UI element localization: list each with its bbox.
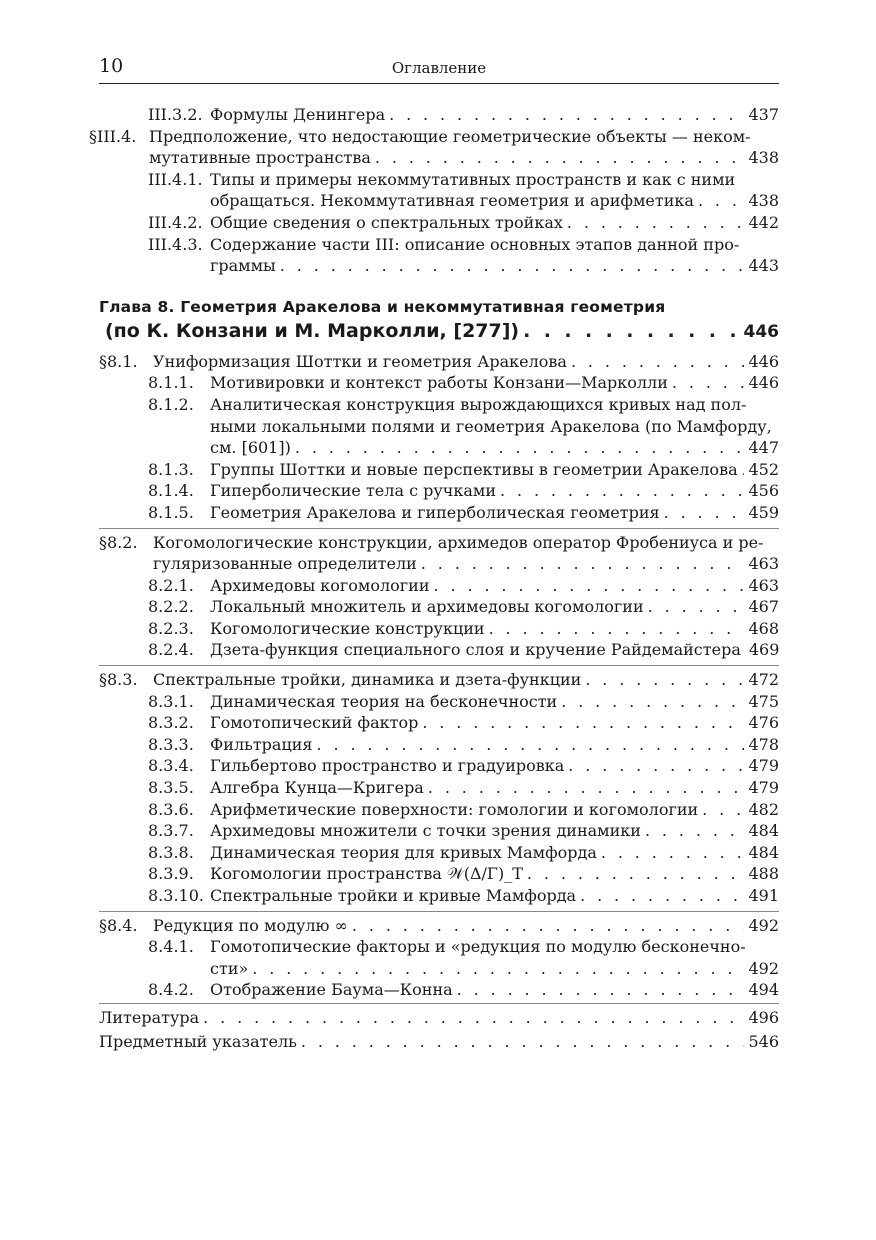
toc-entry-body — [153, 669, 779, 691]
toc-entry-last-line — [210, 691, 779, 713]
dot-leader — [500, 480, 744, 502]
dot-leader — [567, 212, 745, 234]
toc-page-number: 476 — [748, 713, 779, 733]
dot-leader — [280, 255, 745, 277]
toc-entry-number: III.3.2. — [148, 105, 203, 124]
toc-entry-body — [210, 799, 779, 821]
toc-page-number: 447 — [748, 438, 779, 458]
toc-entry-last-line — [210, 575, 779, 597]
toc-entry-title-line: ными локальными полями и геометрия Аракелова (по Мамфорду, — [210, 416, 772, 436]
toc-entry-body — [210, 372, 779, 394]
toc-subsection-entry[interactable] — [99, 712, 779, 734]
toc-subsection-entry[interactable] — [99, 234, 779, 277]
toc-page-number: 437 — [748, 105, 779, 124]
toc-entry-number: 8.3.8. — [148, 842, 194, 862]
dot-leader — [571, 351, 745, 373]
toc-entry-title-line: Типы и примеры некоммутативных пространств и как с ними — [210, 169, 736, 189]
toc-entry-title: обращаться. Некоммутативная геометрия и арифметика — [210, 191, 694, 211]
toc-subsection-entry[interactable] — [99, 575, 779, 597]
toc-entry-last-line — [210, 459, 779, 481]
toc-entry-number: 8.1.4. — [148, 481, 194, 501]
dot-leader — [421, 553, 745, 575]
toc-entry-number: 8.3.2. — [148, 713, 194, 733]
toc-entry-last-line — [210, 820, 779, 842]
toc-entry-last-line — [210, 212, 779, 234]
toc-entry-last-line — [105, 318, 779, 345]
toc-subsection-entry[interactable] — [99, 799, 779, 821]
toc-subsection-entry[interactable] — [99, 372, 779, 394]
toc-page-number: 472 — [748, 670, 779, 690]
toc-entry-number: §III.4. — [89, 126, 137, 146]
toc-entry-title: Спектральные тройки, динамика и дзета-функции — [153, 670, 582, 690]
toc-subsection-entry[interactable] — [99, 618, 779, 640]
toc-subsection-entry[interactable] — [99, 394, 779, 459]
toc-page-number: 491 — [748, 886, 779, 905]
toc-entry-body — [210, 691, 779, 713]
toc-entry-last-line — [210, 437, 779, 459]
dot-leader — [457, 979, 745, 1001]
dot-leader — [648, 596, 745, 618]
toc-page-number: 484 — [748, 842, 779, 862]
toc-section-entry[interactable] — [89, 126, 779, 169]
dot-leader — [434, 575, 745, 597]
toc-entry-number: §8.2. — [99, 532, 138, 552]
toc-entry-title: Литература — [99, 1007, 200, 1027]
toc-entry-last-line — [210, 596, 779, 618]
toc-entry-body — [210, 459, 779, 481]
toc-entry-body — [210, 936, 779, 979]
toc-entry-last-line — [210, 979, 779, 1001]
toc-page-number: 446 — [748, 373, 779, 393]
toc-page-number: 475 — [748, 691, 779, 711]
toc-page-number: 484 — [748, 821, 779, 841]
toc-entry-title: Архимедовы множители с точки зрения динамики — [210, 821, 641, 841]
toc-entry-title: Архимедовы когомологии — [210, 575, 430, 595]
toc-entry-last-line — [210, 480, 779, 502]
toc-entry-title: Униформизация Шоттки и геометрия Аракелова — [153, 351, 567, 371]
toc-subsection-entry[interactable] — [99, 691, 779, 713]
toc-entry-body — [149, 126, 779, 169]
toc-entry-number: 8.3.10. — [148, 886, 204, 905]
toc-subsection-entry[interactable] — [99, 502, 779, 524]
toc-page-number: 442 — [748, 212, 779, 232]
chapter-title-line: Глава 8. Геометрия Аракелова и некоммутативная геометрия — [99, 297, 666, 316]
toc-entry-last-line — [210, 799, 779, 821]
toc-section-entry[interactable] — [99, 665, 779, 691]
toc-entry-number: 8.1.5. — [148, 502, 194, 522]
toc-entry-body — [99, 1031, 779, 1053]
toc-entry-number: §8.3. — [99, 670, 138, 690]
dot-leader — [295, 437, 745, 459]
toc-section-entry[interactable] — [99, 351, 779, 373]
toc-page-number: 456 — [748, 481, 779, 501]
dot-leader — [645, 820, 745, 842]
toc-entry-title: Гиперболические тела с ручками — [210, 481, 496, 501]
dot-leader — [580, 885, 744, 907]
toc-page-number: 478 — [748, 734, 779, 754]
toc-entry-title: Отображение Баума—Конна — [210, 980, 453, 1000]
dot-leader — [742, 459, 745, 481]
dot-leader — [601, 842, 745, 864]
toc-subsection-entry[interactable] — [99, 212, 779, 234]
toc-entry-title: см. [601]) — [210, 438, 291, 458]
toc-entry-title: Когомологические конструкции — [210, 618, 485, 638]
toc-page-number: 463 — [748, 554, 779, 574]
chapter-page-number: 446 — [743, 321, 779, 342]
toc-entry-title: Гильбертово пространство и градуировка — [210, 756, 565, 776]
toc-entry-last-line — [210, 777, 779, 799]
toc-subsection-entry[interactable] — [99, 842, 779, 864]
toc-entry-last-line — [210, 372, 779, 394]
toc-subsection-entry[interactable] — [99, 639, 779, 661]
toc-entry-number: 8.3.5. — [148, 778, 194, 798]
toc-entry-number: 8.1.2. — [148, 394, 194, 414]
toc-entry-last-line — [210, 255, 779, 277]
toc-page-number: 479 — [748, 778, 779, 798]
toc-entry-body — [210, 755, 779, 777]
toc-entry-number: §8.4. — [99, 915, 138, 935]
toc-entry-title: Алгебра Кунца—Кригера — [210, 778, 424, 798]
toc-entry-number: 8.2.1. — [148, 575, 194, 595]
toc-page-number: 446 — [748, 351, 779, 371]
toc-entry-title: Мотивировки и контекст работы Конзани—Марколли — [210, 373, 668, 393]
dot-leader — [252, 958, 744, 980]
toc-entry-title-line: Когомологические конструкции, архимедов оператор Фробениуса и ре- — [153, 532, 764, 552]
dot-leader — [702, 799, 744, 821]
toc-page-number: 488 — [748, 864, 779, 884]
toc-entry-title: Группы Шоттки и новые перспективы в геометрии Аракелова — [210, 459, 738, 479]
toc-entry-last-line — [210, 885, 779, 907]
toc-subsection-entry[interactable] — [99, 936, 779, 979]
toc-entry-body — [210, 820, 779, 842]
toc-entry-title: (по К. Конзани и М. Марколли, [277]) — [105, 319, 520, 342]
toc-section-entry[interactable] — [99, 911, 779, 937]
toc-entry-title: Динамическая теория для кривых Мамфорда — [210, 842, 597, 862]
toc-entry-last-line — [210, 755, 779, 777]
toc-entry-body — [210, 979, 779, 1001]
toc-entry-last-line — [153, 669, 779, 691]
toc-entry-title: Дзета-функция специального слоя и кручение Райдемайстера — [210, 640, 741, 660]
toc-entry-title: Предметный указатель — [99, 1031, 297, 1051]
toc-entry-body — [153, 915, 779, 937]
dot-leader — [585, 669, 744, 691]
toc-entry-last-line — [153, 553, 779, 575]
toc-entry-last-line — [153, 915, 779, 937]
toc-page-number: 443 — [748, 256, 779, 276]
toc-entry-body — [210, 639, 779, 661]
toc-page-number: 482 — [748, 799, 779, 819]
dot-leader — [317, 734, 745, 756]
dot-leader — [375, 147, 745, 169]
toc-entry-last-line — [149, 147, 779, 169]
toc-section-entry[interactable] — [99, 528, 779, 575]
toc-entry-number: 8.4.2. — [148, 980, 194, 1000]
dot-leader — [422, 712, 744, 734]
toc-back-matter-entry[interactable] — [99, 1003, 779, 1029]
toc-entry-number: §8.1. — [99, 351, 138, 371]
toc-subsection-entry[interactable] — [99, 755, 779, 777]
toc-page-number: 492 — [748, 958, 779, 978]
dot-leader — [301, 1031, 745, 1053]
toc-page-number: 438 — [748, 148, 779, 168]
toc-page-number: 494 — [748, 980, 779, 1000]
toc-entry-number: 8.3.6. — [148, 799, 194, 819]
chapter-heading[interactable] — [99, 296, 779, 345]
dot-leader — [352, 915, 745, 937]
toc-page-number: 468 — [748, 618, 779, 638]
toc-entry-last-line — [153, 351, 779, 373]
toc-subsection-entry[interactable] — [99, 459, 779, 481]
toc-entry-body — [210, 885, 779, 907]
toc-entry-title: Редукция по модулю ∞ — [153, 915, 348, 935]
toc-entry-last-line — [210, 842, 779, 864]
toc-back-matter-entry[interactable] — [99, 1031, 779, 1053]
toc-entry-number: 8.2.2. — [148, 597, 194, 617]
toc-subsection-entry[interactable] — [99, 734, 779, 756]
toc-page-number: 459 — [748, 502, 779, 522]
dot-leader — [561, 691, 744, 713]
toc-entry-number: 8.3.1. — [148, 691, 194, 711]
toc-entry-body — [210, 863, 779, 885]
toc-entry-number: III.4.3. — [148, 234, 203, 254]
toc-entry-last-line — [210, 712, 779, 734]
toc-page-number: 496 — [748, 1007, 779, 1027]
toc-entry-number: 8.1.1. — [148, 373, 194, 393]
toc-entry-body — [99, 1007, 779, 1029]
toc-entry-body — [210, 777, 779, 799]
toc-entry-body — [210, 480, 779, 502]
toc-entry-body — [210, 734, 779, 756]
toc-entry-title: Фильтрация — [210, 734, 313, 754]
dot-leader — [568, 755, 744, 777]
toc-entry-title-line: Аналитическая конструкция вырождающихся кривых над пол- — [210, 394, 747, 414]
toc-entry-title: мутативные пространства — [149, 148, 371, 168]
toc-entry-title: Геометрия Аракелова и гиперболическая геометрия — [210, 502, 660, 522]
toc-entry-body — [210, 104, 779, 126]
toc-entry-title: Формулы Денингера — [210, 105, 386, 124]
toc-entry-number: 8.1.3. — [148, 459, 194, 479]
page-header — [99, 52, 779, 84]
toc-page-number: 452 — [748, 459, 779, 479]
dot-leader — [664, 502, 745, 524]
toc-entry-title: граммы — [210, 256, 276, 276]
toc-entry-title: Гомотопический фактор — [210, 713, 419, 733]
toc-subsection-entry[interactable] — [99, 863, 779, 885]
toc-entry-body — [210, 712, 779, 734]
toc-entry-last-line — [210, 190, 779, 212]
toc-page-number: 492 — [748, 915, 779, 935]
toc-entry-body — [153, 351, 779, 373]
toc-entry-last-line — [210, 958, 779, 980]
toc-entry-number: 8.3.7. — [148, 821, 194, 841]
toc-entry-body — [210, 618, 779, 640]
toc-page-number: 438 — [748, 191, 779, 211]
toc-subsection-entry[interactable] — [99, 777, 779, 799]
toc-subsection-entry[interactable] — [99, 169, 779, 212]
toc-subsection-entry[interactable] — [99, 979, 779, 1001]
toc-entry-body — [153, 532, 779, 575]
toc-page-number: 469 — [748, 640, 780, 660]
dot-leader — [527, 863, 745, 885]
toc-subsection-entry[interactable] — [99, 480, 779, 502]
toc-entry-title: Когомологии пространства 𝒲(Δ/Γ)_T — [210, 864, 523, 884]
toc-entry-title-line: Содержание части III: описание основных этапов данной про- — [210, 234, 740, 254]
toc-entry-number: 8.2.3. — [148, 618, 194, 638]
toc-entry-number: III.4.2. — [148, 212, 203, 232]
toc-entry-body — [210, 212, 779, 234]
toc-entry-title: гуляризованные определители — [153, 554, 417, 574]
dot-leader — [672, 372, 745, 394]
toc-page-number: 546 — [748, 1031, 779, 1051]
toc-subsection-entry[interactable] — [99, 820, 779, 842]
toc-entry-last-line — [210, 104, 779, 126]
toc-entry-last-line — [210, 863, 779, 885]
toc-subsection-entry[interactable] — [99, 885, 779, 907]
toc-entry-title: Локальный множитель и архимедовы когомологии — [210, 597, 644, 617]
toc-entry-number: 8.3.4. — [148, 756, 194, 776]
toc-entry-title-line: Гомотопические факторы и «редукция по модулю бесконечно- — [210, 937, 746, 957]
toc-entry-title: сти» — [210, 958, 249, 978]
table-of-contents — [89, 104, 780, 1052]
toc-entry-number: 8.3.9. — [148, 864, 194, 884]
toc-page-number: 467 — [748, 597, 779, 617]
dot-leader — [698, 190, 745, 212]
toc-entry-title-line: Предположение, что недостающие геометрические объекты — неком- — [149, 126, 751, 146]
toc-entry-last-line — [210, 639, 779, 661]
toc-entry-body — [210, 842, 779, 864]
toc-entry-title: Динамическая теория на бесконечности — [210, 691, 558, 711]
toc-entry-number: 8.4.1. — [148, 937, 194, 957]
toc-entry-last-line — [99, 1031, 779, 1053]
toc-entry-body — [210, 394, 779, 459]
dot-leader — [203, 1007, 744, 1029]
dot-leader — [489, 618, 745, 640]
toc-entry-title: Спектральные тройки и кривые Мамфорда — [210, 886, 577, 905]
toc-entry-last-line — [210, 734, 779, 756]
dot-leader — [389, 104, 744, 126]
toc-entry-body — [210, 596, 779, 618]
toc-entry-title: Общие сведения о спектральных тройках — [210, 212, 563, 232]
toc-entry-number: 8.2.4. — [148, 640, 194, 660]
toc-entry-number: 8.3.3. — [148, 734, 194, 754]
toc-entry-last-line — [210, 502, 779, 524]
toc-page-number: 463 — [748, 575, 779, 595]
toc-entry-number: III.4.1. — [148, 169, 203, 189]
toc-entry-last-line — [210, 618, 779, 640]
toc-entry-last-line — [99, 1007, 779, 1029]
toc-entry-title: Арифметические поверхности: гомологии и когомологии — [210, 799, 699, 819]
page-number: 10 — [99, 55, 124, 77]
toc-entry-body — [210, 234, 779, 277]
toc-subsection-entry[interactable] — [99, 104, 779, 126]
running-title: Оглавление — [391, 59, 487, 77]
dot-leader — [428, 777, 745, 799]
toc-entry-body — [210, 575, 779, 597]
toc-page-number: 479 — [748, 756, 779, 776]
toc-entry-body — [210, 169, 779, 212]
toc-subsection-entry[interactable] — [99, 596, 779, 618]
dot-leader — [523, 318, 739, 344]
toc-entry-body — [210, 502, 779, 524]
